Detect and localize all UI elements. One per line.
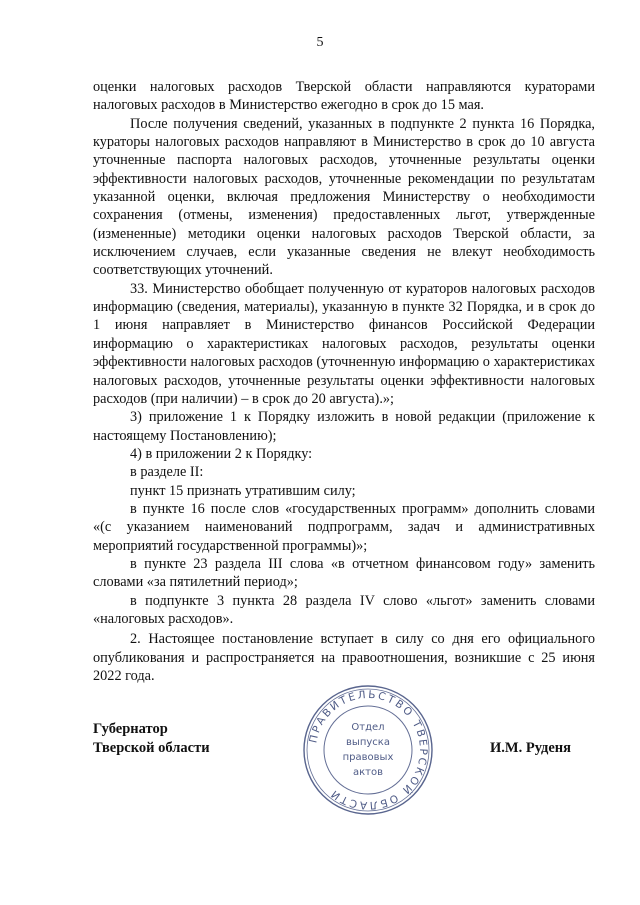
signatory-position	[93, 720, 210, 758]
svg-text:ПРАВИТЕЛЬСТВО ТВЕРСКОЙ ОБЛАСТИ	[307, 689, 429, 811]
stamp-center-line-1: Отдел	[351, 722, 385, 733]
page-number: 5	[316, 35, 324, 50]
signatory-position-line1: Губернатор	[93, 721, 168, 737]
paragraph-1: оценки налоговых расходов Тверской области направляются кураторами налоговых расходов в Министерство ежегодно в срок до 15 мая.	[93, 79, 595, 114]
paragraph-10: в подпункте 3 пункта 28 раздела IV слово «льгот» заменить словами «налоговых расходов».	[93, 592, 595, 627]
signatory-name: И.М. Руденя	[490, 740, 572, 756]
document-body	[93, 78, 595, 685]
stamp-ring-text: ПРАВИТЕЛЬСТВО ТВЕРСКОЙ ОБЛАСТИ	[307, 688, 430, 812]
paragraph-2: После получения сведений, указанных в подпункте 2 пункта 16 Порядка, кураторы налоговых расходов направляют в Министерство в срок до 10 августа уточненные паспорта налоговых расходов, уточненные результаты оценки эффективности налоговых расходов, уточненные рекомендации по результатам указанной оценки, включая предложения Министерству о необходимости сохранения (отмены, изменения) предоставленных льгот, утвержденные (измененные) методики оценки налоговых расходов Тверской области, за исключением случаев, если указанные сведения не влекут необходимость соответствующих уточнений.	[93, 115, 595, 279]
paragraph-7: пункт 15 признать утратившим силу;	[130, 482, 356, 499]
paragraph-8: в пункте 16 после слов «государственных программ» дополнить словами «(с указанием наименований подпрограмм, задач и административных мероприятий государственной программы)»;	[93, 500, 595, 554]
paragraph-4: 3) приложение 1 к Порядку изложить в новой редакции (приложение к настоящему Постановлению);	[93, 409, 595, 444]
paragraph-11: 2. Настоящее постановление вступает в силу со дня его официального опубликования и распространяется на правоотношения, возникшие с 25 июня 2022 года.	[93, 631, 595, 684]
paragraph-9: в пункте 23 раздела III слова «в отчетном финансовом году» заменить словами «за пятилетний период»;	[93, 555, 595, 591]
paragraph-3: 33. Министерство обобщает полученную от кураторов налоговых расходов информацию (сведения, материалы), указанную в пункте 32 Порядка, и в срок до 1 июня направляет в Министерство финансов Российской Федерации информацию о характеристиках налоговых расходов, результаты оценки эффективности налоговых расходов (уточненную информацию о характеристиках налоговых расходов, уточненные результаты оценки эффективности налоговых расходов (при наличии) – в срок до 20 августа).»;	[93, 280, 595, 407]
paragraph-5: 4) в приложении 2 к Порядку:	[130, 445, 313, 462]
paragraph-6: в разделе II:	[130, 464, 204, 481]
signatory-position-line2: Тверской области	[93, 740, 210, 756]
stamp-center-line-2: выпуска	[346, 737, 390, 748]
official-stamp-icon	[301, 683, 435, 817]
stamp-center-line-4: актов	[352, 767, 384, 778]
stamp-center-line-3: правовых	[342, 752, 394, 763]
